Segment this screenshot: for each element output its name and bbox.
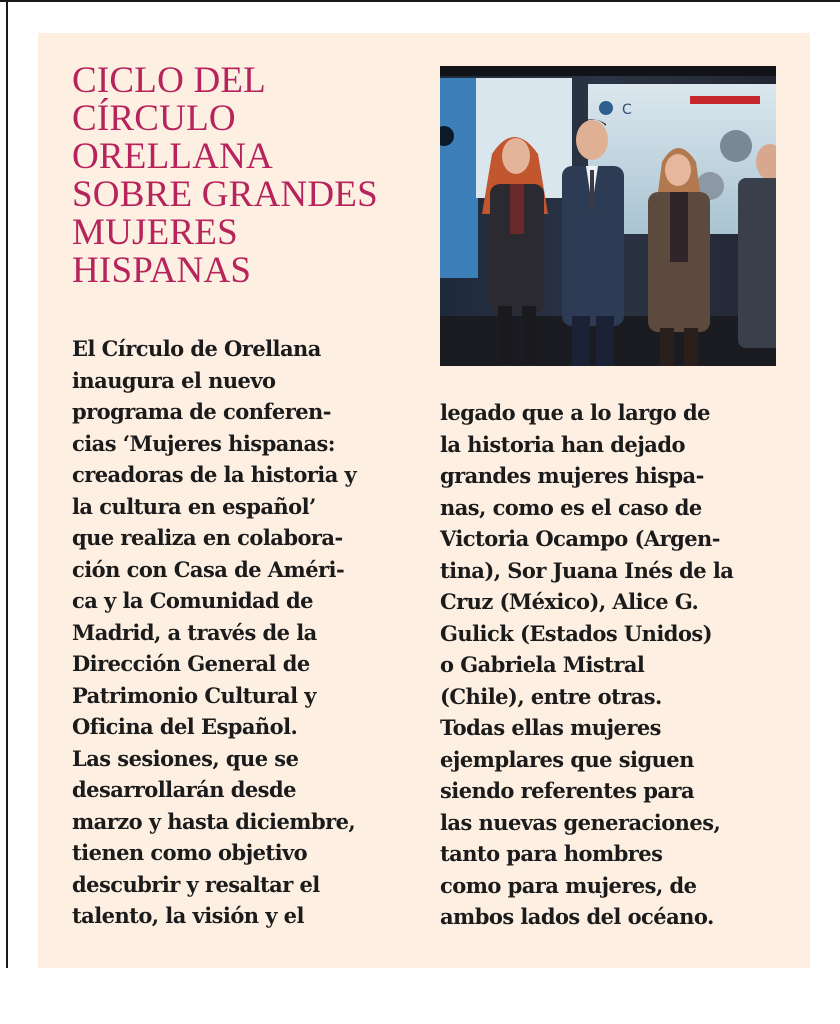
body-line: Patrimonio Cultural y [72,682,316,708]
body-line: tanto para hombres [440,841,663,866]
article-body-column-left [72,333,417,932]
body-line: Las sesiones, que se [72,745,299,771]
article-headline [72,62,432,290]
headline-line: SOBRE GRANDES [72,174,378,215]
body-line: talento, la visión y el [72,903,304,928]
body-line: la cultura en español’ [72,493,316,519]
body-line: como para mujeres, de [440,872,697,898]
body-line: programa de conferen- [72,399,331,424]
body-line: Cruz (México), Alice G. [440,589,699,614]
article-body-column-right [440,397,785,933]
body-line: marzo y hasta diciembre, [72,808,356,834]
body-line: cias ‘Mujeres hispanas: [72,430,336,456]
headline-line: CICLO DEL [72,60,266,101]
body-line: ca y la Comunidad de [72,588,313,613]
event-photo-illustration [440,66,776,366]
body-line: Madrid, a través de la [72,619,317,645]
screen-logo-text: C [622,102,632,118]
body-line: descubrir y resaltar el [72,871,320,897]
body-line: nas, como es el caso de [440,494,702,520]
body-line: grandes mujeres hispa- [440,463,704,488]
body-line: tina), Sor Juana Inés de la [440,557,734,583]
headline-line: ORELLANA [72,136,273,177]
headline-line: HISPANAS [72,250,252,291]
body-line: la historia han dejado [440,431,685,457]
body-line: Victoria Ocampo (Argen- [440,526,720,551]
body-line: ejemplares que siguen [440,746,694,772]
body-line: creadoras de la historia y [72,462,357,487]
body-line: Dirección General de [72,651,310,676]
page-left-rule [6,0,8,968]
headline-line: MUJERES [72,212,238,253]
body-line: Gulick (Estados Unidos) [440,620,713,646]
body-line: o Gabriela Mistral [440,652,645,677]
headline-line: CÍRCULO [72,98,236,139]
body-line: desarrollarán desde [72,777,296,802]
page-top-rule [0,0,840,2]
body-line: las nuevas generaciones, [440,809,721,835]
event-photo [440,66,776,366]
body-line: que realiza en colabora- [72,525,343,550]
body-line: (Chile), entre otras. [440,683,662,709]
body-line: Oficina del Español. [72,714,298,739]
body-line: legado que a lo largo de [440,400,710,425]
body-line: ambos lados del océano. [440,904,714,929]
body-line: El Círculo de Orellana [72,336,321,361]
body-line: ción con Casa de Améri- [72,556,345,582]
body-line: Todas ellas mujeres [440,715,661,740]
body-line: siendo referentes para [440,778,694,803]
body-line: inaugura el nuevo [72,367,276,393]
body-line: tienen como objetivo [72,840,308,865]
